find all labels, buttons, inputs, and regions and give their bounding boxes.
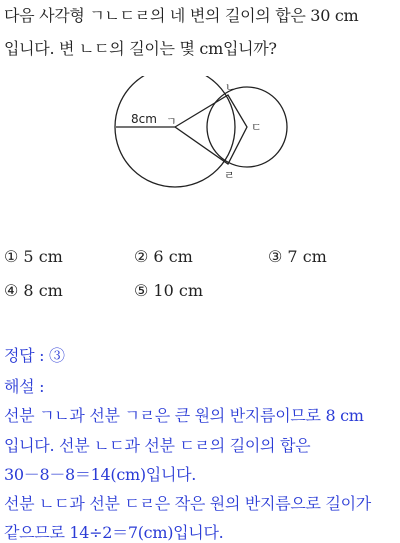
option-5[interactable]: ⑤ 10 cm [134, 281, 204, 300]
explanation-line-3: 30－8－8＝14(cm)입니다. [4, 465, 197, 484]
question-line-1: 다음 사각형 ㄱㄴㄷㄹ의 네 변의 길이의 합은 30 cm [4, 6, 359, 25]
point-g-label: ㄱ [166, 115, 177, 128]
large-circle [115, 76, 235, 187]
point-n-label: ㄴ [225, 81, 236, 94]
explanation-title: 해설 : [4, 377, 45, 396]
radius-label: 8cm [131, 112, 157, 126]
point-r-label: ㄹ [224, 169, 235, 182]
point-d-label: ㄷ [251, 121, 262, 134]
answer-label: 정답 : ③ [4, 346, 65, 365]
option-1[interactable]: ① 5 cm [4, 247, 63, 266]
option-4[interactable]: ④ 8 cm [4, 281, 63, 300]
question-line-2: 입니다. 변 ㄴㄷ의 길이는 몇 cm입니까? [4, 39, 277, 58]
quadrilateral [175, 95, 247, 164]
explanation-line-4: 선분 ㄴㄷ과 선분 ㄷㄹ은 작은 원의 반지름으로 길이가 [4, 494, 371, 513]
option-3[interactable]: ③ 7 cm [268, 247, 327, 266]
explanation-line-1: 선분 ㄱㄴ과 선분 ㄱㄹ은 큰 원의 반지름이므로 8 cm [4, 406, 364, 425]
geometry-figure [105, 76, 305, 188]
explanation-line-2: 입니다. 선분 ㄴㄷ과 선분 ㄷㄹ의 길이의 합은 [4, 436, 311, 455]
option-2[interactable]: ② 6 cm [134, 247, 193, 266]
explanation-line-5: 같으므로 14÷2＝7(cm)입니다. [4, 523, 224, 542]
